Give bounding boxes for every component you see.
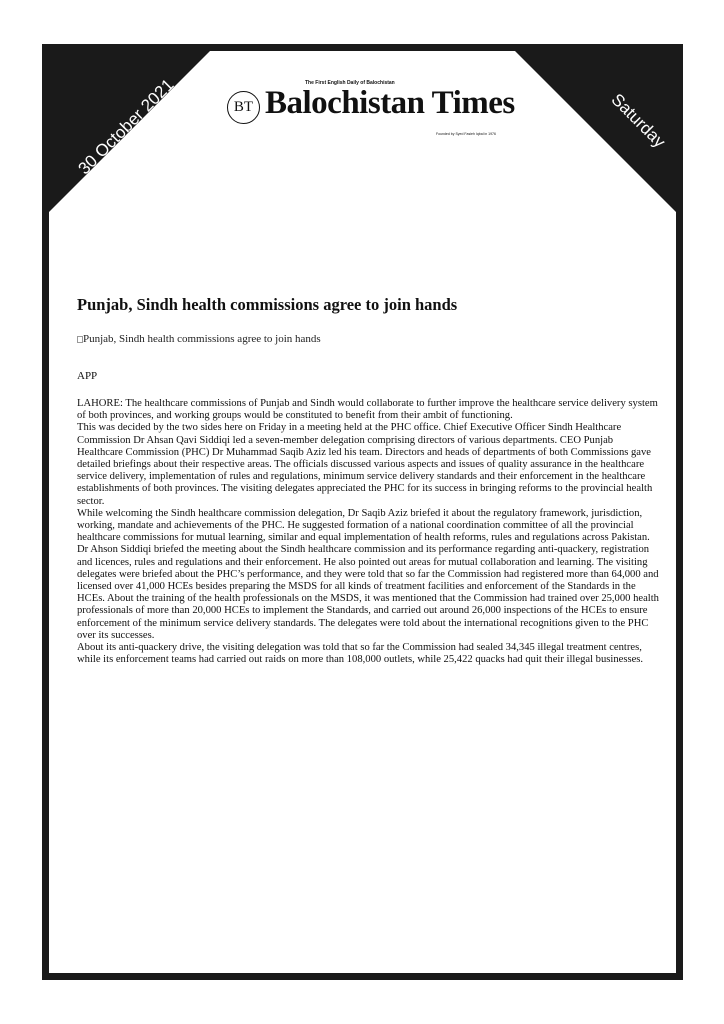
- article-paragraph: This was decided by the two sides here on Friday in a meeting held at the PHC office. Chief Executive Officer Sindh Healthcare Commission Dr Ahsan Qavi Siddiqi led a seven-member delegation comprising directors of various departments. CEO Punjab Healthcare Commission (PHC) Dr Muhammad Saqib Aziz led his team. Directors and heads of departments of both Commissions gave detailed briefings about their respective areas. The officials discussed various aspects and issues of quality assurance in the healthcare service delivery, implementation of rules and regulations, minimum service delivery standards and their enforcement in the healthcare establishments of both provinces. The visiting delegates appreciated the PHC for its success in bringing reforms to the provincial health sector.: [77, 422, 653, 507]
- issue-day: Saturday: [607, 89, 670, 152]
- page-frame: [42, 44, 683, 980]
- masthead-tagline: The First English Daily of Balochistan: [305, 80, 395, 86]
- article-paragraph: About its anti-quackery drive, the visiting delegation was told that so far the Commission had sealed 34,345 illegal treatment centres, while its enforcement teams had carried out raids on more than 108,000 outlets, while 25,422 quacks had quit their illegal businesses.: [77, 642, 644, 666]
- broken-article-image: [77, 333, 321, 345]
- newspaper-name: Balochistan Times: [265, 85, 515, 121]
- masthead: [225, 77, 515, 167]
- article-headline: Punjab, Sindh health commissions agree to join hands: [77, 295, 458, 314]
- image-alt-text: Punjab, Sindh health commissions agree to join hands: [83, 333, 321, 345]
- issue-date: 30 October 2021: [74, 75, 178, 179]
- bt-logo-icon: BT: [227, 91, 260, 124]
- article-paragraph: While welcoming the Sindh healthcare commission delegation, Dr Saqib Aziz briefed it about the regulatory framework, jurisdiction, working, mandate and achievements of the PHC. He suggested formation of a national coordination committee of all the provincial healthcare commissions for mutual learning, similar and equal implementation of health reforms, rules and regulations across Pakistan. Dr Ahson Siddiqi briefed the meeting about the Sindh healthcare commission and its performance regarding anti-quackery, registration and licences, rules and regulations and their enforcement. He also pointed out areas for mutual collaboration and learning. The visiting delegates were briefed about the PHC’s performance, and they were told that so far the Commission had registered more than 64,000 and licensed over 41,000 HCEs besides preparing the MSDS for all kinds of treatment facilities and enforcement of the Standards in the HCEs. About the training of the health professionals on the MSDS, it was mentioned that the Commission had trained over 25,000 health professionals of more than 20,000 HCEs to implement the Standards, and carried out around 26,000 inspections of the HCEs to ensure enforcement of the minimum service delivery standards. The delegates were told about the international recognitions given to the PHC over its successes.: [77, 507, 659, 641]
- founded-note: Founded by Syed Fasieh Iqbal in 1976: [436, 132, 496, 136]
- article-byline: APP: [77, 370, 98, 382]
- article-paragraph: LAHORE: The healthcare commissions of Punjab and Sindh would collaborate to further improve the healthcare service delivery system of both provinces, and working groups would be constituted to benefit from their ambit of functioning.: [77, 398, 658, 422]
- article-body: [77, 398, 661, 666]
